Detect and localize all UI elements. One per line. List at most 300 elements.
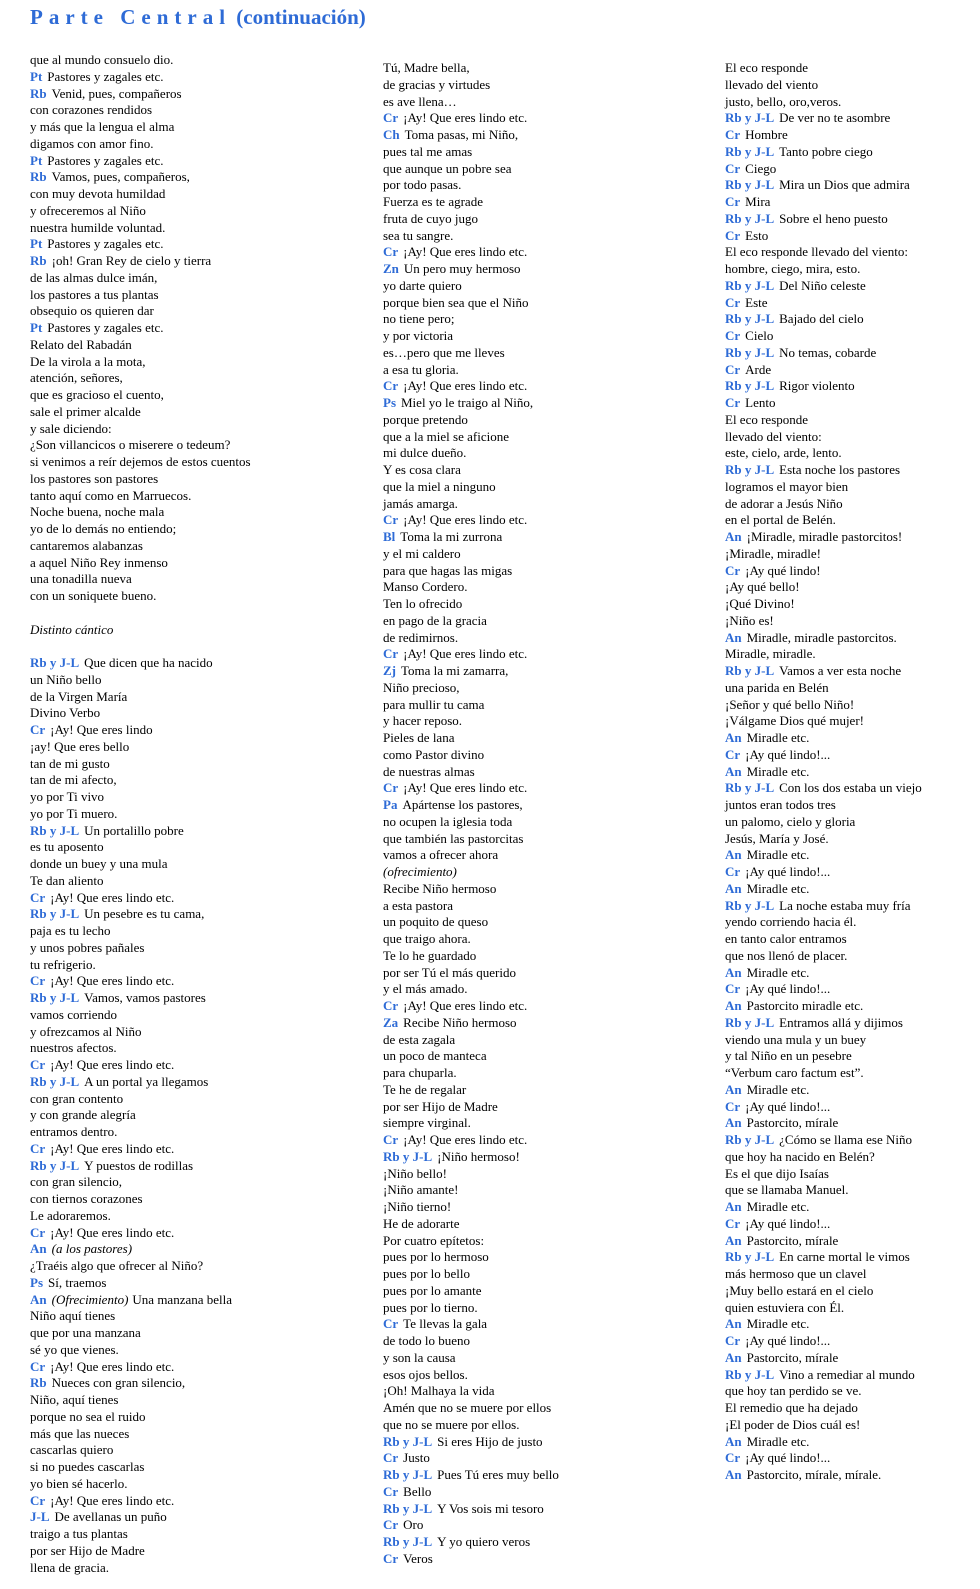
verse-text: Te dan aliento	[30, 872, 104, 888]
verse-line	[725, 110, 975, 127]
verse-line	[725, 94, 975, 111]
speaker-label: Rb	[30, 253, 47, 268]
verse-text: ¡Ay qué lindo!...	[745, 1098, 831, 1114]
speaker-label: Zj	[383, 663, 396, 678]
verse-line	[30, 873, 350, 890]
page-title-suffix: (continuación)	[236, 5, 366, 29]
verse-line	[725, 211, 975, 228]
speaker-label: Rb y J-L	[30, 1073, 80, 1089]
verse-text: Vamos, pues, compañeros,	[51, 169, 190, 185]
speaker-label: Pa	[383, 797, 398, 812]
verse-text: Nueces con gran silencio,	[51, 1375, 186, 1391]
verse-line	[383, 1534, 703, 1551]
verse-line	[30, 806, 350, 823]
verse-line	[383, 144, 703, 161]
verse-text: traigo a tus plantas	[30, 1526, 128, 1541]
speaker-label: Cr	[383, 1550, 399, 1566]
verse-text: para que hagas las migas	[383, 562, 513, 578]
verse-text: con tiernos corazones	[30, 1191, 143, 1206]
verse-line	[725, 345, 975, 362]
verse-line	[30, 1308, 350, 1325]
verse-text: Pastores y zagales etc.	[47, 68, 164, 84]
verse-line	[725, 261, 975, 278]
speaker-label: Rb y J-L	[30, 822, 80, 838]
verse-text: que hoy ha nacido en Belén?	[725, 1148, 875, 1164]
verse-text: ¡Ay! Que eres lindo etc.	[50, 889, 175, 905]
verse-line	[725, 596, 975, 613]
speaker-label: Pt	[30, 152, 43, 168]
verse-line	[725, 697, 975, 714]
verse-text: Ciego	[745, 160, 777, 176]
speaker-label: Pt	[30, 236, 43, 252]
speaker-label: An	[725, 1115, 742, 1131]
verse-line	[725, 161, 975, 178]
verse-line	[30, 571, 350, 588]
verse-line	[30, 136, 350, 153]
verse-line	[725, 1400, 975, 1417]
verse-line	[383, 345, 703, 362]
verse-line	[383, 1383, 703, 1400]
verse-text: Divino Verbo	[30, 705, 101, 721]
verse-line	[725, 1316, 975, 1333]
speaker-label: J-L	[30, 1509, 50, 1525]
verse-text: donde un buey y una mula	[30, 856, 168, 871]
speaker-label: Cr	[383, 1132, 399, 1147]
verse-line	[383, 1400, 703, 1417]
verse-line	[383, 1367, 703, 1384]
verse-text: Vino a remediar al mundo	[779, 1366, 915, 1382]
speaker-label: An	[725, 730, 742, 745]
verse-line	[725, 563, 975, 580]
speaker-label: Cr	[383, 110, 399, 126]
verse-text: Miradle etc.	[746, 1081, 810, 1097]
verse-text: de la Virgen María	[30, 688, 128, 704]
verse-line	[383, 261, 703, 278]
verse-line	[30, 153, 350, 170]
verse-line	[30, 102, 350, 119]
verse-text: por ser Hijo de Madre	[30, 1542, 145, 1558]
speaker-label: An	[30, 1241, 47, 1257]
verse-text: Niño precioso,	[383, 679, 460, 695]
verse-line	[725, 1199, 975, 1216]
verse-line	[30, 1459, 350, 1476]
verse-text: pues por lo amante	[383, 1282, 482, 1298]
stage-direction: (ofrecimiento)	[383, 864, 457, 879]
verse-line	[725, 998, 975, 1015]
verse-text: ¡oh! Gran Rey de cielo y tierra	[51, 253, 212, 268]
verse-line	[30, 203, 350, 220]
verse-text: “Verbum caro factum est”.	[725, 1065, 864, 1080]
verse-text: nuestra humilde voluntad.	[30, 219, 166, 235]
speaker-label: An	[725, 1467, 742, 1482]
verse-line	[725, 881, 975, 898]
verse-text: Miradle etc.	[746, 964, 810, 980]
verse-text: ¡Ay qué lindo!	[745, 562, 821, 578]
verse-line	[383, 512, 703, 529]
verse-line	[30, 1442, 350, 1459]
verse-line	[725, 1149, 975, 1166]
verse-line	[725, 1099, 975, 1116]
speaker-label: Rb y J-L	[725, 210, 775, 226]
verse-text: Cielo	[745, 328, 774, 343]
speaker-label: Cr	[725, 127, 741, 142]
verse-line	[30, 722, 350, 739]
verse-text: Miradle, miradle pastorcitos.	[746, 629, 897, 645]
speaker-label: Cr	[725, 981, 741, 997]
verse-text: tanto aquí como en Marruecos.	[30, 487, 192, 503]
verse-text: Y Vos sois mi tesoro	[437, 1500, 544, 1516]
verse-text: El eco responde llevado del viento:	[725, 244, 909, 260]
verse-text: esos ojos bellos.	[383, 1366, 468, 1382]
speaker-label: Cr	[725, 1333, 741, 1348]
verse-line	[30, 1526, 350, 1543]
verse-text: a esa tu gloria.	[383, 361, 459, 377]
verse-line	[725, 1182, 975, 1199]
verse-text: que nos llenó de placer.	[725, 947, 848, 963]
speaker-label: Cr	[383, 244, 399, 260]
verse-text: Te llevas la gala	[403, 1316, 488, 1332]
verse-text: Miel yo le traigo al Niño,	[401, 395, 534, 410]
verse-text: Pastorcito, mírale	[746, 1349, 839, 1365]
verse-text: hombre, ciego, mira, esto.	[725, 261, 861, 276]
speaker-label: Cr	[725, 746, 741, 762]
verse-text: Pastores y zagales etc.	[47, 320, 164, 335]
verse-text: juntos eran todos tres	[725, 797, 836, 812]
speaker-label: Rb y J-L	[383, 1467, 433, 1482]
speaker-label: Rb y J-L	[725, 897, 775, 913]
speaker-label: Cr	[383, 1450, 399, 1466]
verse-line	[383, 1182, 703, 1199]
verse-text: ¡Ay! Que eres lindo etc.	[403, 646, 528, 662]
verse-text: A un portal ya llegamos	[84, 1073, 209, 1089]
verse-text: ¡Ay! Que eres lindo etc.	[50, 1358, 175, 1374]
verse-text: a esta pastora	[383, 897, 454, 913]
verse-line	[383, 747, 703, 764]
verse-line	[30, 672, 350, 689]
verse-text: Justo	[403, 1450, 430, 1466]
verse-text: de redimirnos.	[383, 629, 459, 645]
verse-text: Hombre	[745, 127, 788, 142]
verse-text: que también las pastorcitas	[383, 830, 524, 846]
verse-line	[383, 814, 703, 831]
verse-line	[30, 320, 350, 337]
verse-line	[383, 1350, 703, 1367]
verse-text: ¡El poder de Dios cuál es!	[725, 1416, 861, 1432]
verse-line	[725, 965, 975, 982]
verse-text: como Pastor divino	[383, 746, 485, 762]
verse-text: yo de lo demás no entiendo;	[30, 521, 177, 536]
speaker-label: Cr	[725, 864, 741, 879]
speaker-label: Cr	[725, 1098, 741, 1114]
verse-text: Pieles de lana	[383, 730, 455, 745]
verse-text: Pastores y zagales etc.	[47, 236, 164, 252]
verse-line	[725, 680, 975, 697]
verse-text: ¡Ay! Que eres lindo etc.	[403, 512, 528, 528]
verse-text: ¿Son villancicos o miserere o tedeum?	[30, 437, 231, 453]
verse-line	[383, 211, 703, 228]
verse-text: Una manzana bella	[132, 1291, 233, 1307]
verse-line	[725, 1300, 975, 1317]
verse-text: es tu aposento	[30, 839, 104, 855]
speaker-label: Rb y J-L	[383, 1534, 433, 1549]
speaker-label: Rb	[30, 169, 47, 185]
speaker-label: Rb y J-L	[30, 906, 80, 922]
verse-text: sea tu sangre.	[383, 227, 454, 243]
verse-line	[30, 1124, 350, 1141]
verse-text: ¡Ay qué lindo!...	[745, 981, 831, 997]
verse-line	[30, 270, 350, 287]
verse-text: atención, señores,	[30, 370, 123, 386]
verse-text: Miradle, miradle.	[725, 646, 816, 662]
verse-text: tan de mi gusto	[30, 755, 110, 771]
verse-line	[383, 362, 703, 379]
verse-line	[725, 1233, 975, 1250]
verse-line	[30, 1040, 350, 1057]
verse-line	[725, 378, 975, 395]
verse-line	[30, 86, 350, 103]
speaker-label: Cr	[30, 1057, 46, 1072]
speaker-label: Rb y J-L	[725, 143, 775, 159]
verse-line	[383, 1417, 703, 1434]
speaker-label: Cr	[725, 1450, 741, 1466]
speaker-label: Cr	[30, 1140, 46, 1156]
verse-text: ¡Muy bello estará en el cielo	[725, 1282, 874, 1298]
verse-line	[725, 295, 975, 312]
verse-text: Ten lo ofrecido	[383, 596, 463, 611]
verse-text: Miradle etc.	[746, 763, 810, 779]
verse-text: Arde	[745, 361, 772, 377]
verse-line	[725, 77, 975, 94]
verse-line	[30, 1208, 350, 1225]
verse-text: para chuparla.	[383, 1065, 457, 1080]
verse-line	[30, 521, 350, 538]
verse-text: ¡Niño es!	[725, 612, 774, 628]
verse-text: por todo pasas.	[383, 177, 462, 193]
verse-text: no tiene pero;	[383, 311, 455, 327]
verse-line	[383, 881, 703, 898]
verse-line	[30, 169, 350, 186]
verse-text: Con los dos estaba un viejo	[779, 780, 922, 796]
verse-line	[30, 1007, 350, 1024]
verse-line	[725, 395, 975, 412]
verse-line	[383, 797, 703, 814]
verse-line	[383, 630, 703, 647]
verse-text: sale el primer alcalde	[30, 403, 141, 419]
verse-text: Un pesebre es tu cama,	[84, 906, 205, 922]
verse-text: por ser Hijo de Madre	[383, 1098, 498, 1114]
verse-line	[725, 529, 975, 546]
verse-line	[725, 144, 975, 161]
speaker-label: An	[725, 1316, 742, 1332]
speaker-label: Cr	[725, 361, 741, 377]
verse-text: con muy devota humildad	[30, 186, 166, 201]
verse-text: ¡Ay qué bello!	[725, 579, 800, 595]
text-column-2	[383, 60, 703, 1568]
verse-text: Miradle etc.	[746, 1433, 810, 1449]
verse-text: Del Niño celeste	[779, 277, 866, 293]
speaker-label: Cr	[30, 722, 46, 737]
speaker-label: Rb y J-L	[725, 1014, 775, 1030]
verse-line	[383, 965, 703, 982]
verse-line	[725, 864, 975, 881]
verse-text: Amén que no se muere por ellos	[383, 1400, 552, 1415]
verse-line	[30, 471, 350, 488]
verse-text: sé yo que vienes.	[30, 1341, 119, 1357]
verse-line	[383, 948, 703, 965]
verse-line	[383, 1082, 703, 1099]
verse-line	[725, 579, 975, 596]
verse-line	[383, 613, 703, 630]
verse-text: que traigo ahora.	[383, 931, 471, 946]
speaker-label: An	[725, 880, 742, 896]
verse-line	[30, 1275, 350, 1292]
speaker-label: Rb	[30, 1375, 47, 1391]
verse-text: ¡Ay! Que eres lindo etc.	[403, 780, 528, 796]
verse-text: Miradle etc.	[746, 847, 810, 863]
verse-text: La noche estaba muy fría	[779, 897, 911, 913]
verse-text: tan de mi afecto,	[30, 772, 117, 788]
verse-text: Vamos a ver esta noche	[779, 663, 902, 678]
verse-line	[383, 713, 703, 730]
verse-line	[725, 127, 975, 144]
verse-text: Toma la mi zamarra,	[401, 663, 509, 678]
verse-line	[725, 311, 975, 328]
verse-line	[383, 1015, 703, 1032]
speaker-label: Cr	[725, 395, 741, 410]
verse-line	[383, 177, 703, 194]
verse-line	[725, 1350, 975, 1367]
verse-text: los pastores a tus plantas	[30, 286, 159, 302]
verse-text: una parida en Belén	[725, 679, 829, 695]
speaker-label: Rb y J-L	[725, 1366, 775, 1382]
verse-line	[725, 445, 975, 462]
verse-text: con gran contento	[30, 1090, 124, 1106]
speaker-label: Cr	[725, 562, 741, 578]
verse-text: un poco de manteca	[383, 1048, 487, 1064]
verse-line	[725, 60, 975, 77]
verse-line	[383, 847, 703, 864]
verse-text: quien estuviera con Él.	[725, 1299, 845, 1315]
verse-text: He de adorarte	[383, 1215, 460, 1231]
verse-line	[383, 546, 703, 563]
verse-text: porque no sea el ruido	[30, 1408, 146, 1424]
verse-text: Miradle etc.	[746, 730, 810, 745]
verse-text: ¡Ay qué lindo!...	[745, 1450, 831, 1466]
verse-line	[30, 1325, 350, 1342]
verse-line	[383, 1551, 703, 1568]
text-column-1	[30, 52, 350, 1576]
verse-text: en el portal de Belén.	[725, 512, 836, 528]
speaker-label: Cr	[383, 1483, 399, 1499]
verse-text: con gran silencio,	[30, 1174, 123, 1190]
verse-text: entramos dentro.	[30, 1124, 118, 1139]
verse-text: y más que la lengua el alma	[30, 119, 175, 134]
verse-line	[725, 1015, 975, 1032]
verse-line	[30, 504, 350, 521]
verse-line	[725, 228, 975, 245]
speaker-label: Cr	[30, 1224, 46, 1240]
speaker-label: An	[725, 1081, 742, 1097]
verse-text: ¡Señor y qué bello Niño!	[725, 696, 855, 712]
verse-text: llevado del viento	[725, 76, 819, 92]
speaker-label: An	[725, 964, 742, 980]
verse-line	[725, 1249, 975, 1266]
verse-line	[383, 563, 703, 580]
verse-line	[383, 831, 703, 848]
verse-text: más hermoso que un clavel	[725, 1266, 867, 1281]
verse-text: Pues Tú eres muy bello	[437, 1467, 559, 1482]
verse-text: ¿Traéis algo que ofrecer al Niño?	[30, 1258, 204, 1273]
verse-text: paja es tu lecho	[30, 923, 111, 938]
text-column-3	[725, 60, 975, 1484]
verse-line	[30, 69, 350, 86]
verse-text: y el más amado.	[383, 981, 468, 997]
verse-text: mi dulce dueño.	[383, 445, 467, 461]
verse-text: si venimos a reír dejemos de estos cuentos	[30, 454, 251, 469]
stage-direction: (a los pastores)	[51, 1241, 133, 1257]
verse-text: y ofrezcamos al Niño	[30, 1023, 142, 1039]
verse-line	[383, 127, 703, 144]
verse-text: Bello	[403, 1483, 432, 1499]
verse-text: ¡Ay! Que eres lindo etc.	[50, 1140, 175, 1156]
verse-text: y tal Niño en un pesebre	[725, 1048, 852, 1064]
verse-text: Apártense los pastores,	[402, 797, 523, 812]
verse-text: es…pero que me lleves	[383, 344, 505, 360]
verse-line	[725, 1434, 975, 1451]
verse-line	[725, 362, 975, 379]
verse-text: un poquito de queso	[383, 914, 489, 930]
verse-text: ¡Niño tierno!	[383, 1199, 452, 1214]
verse-line	[725, 713, 975, 730]
verse-line	[383, 1166, 703, 1183]
verse-text: Pastorcito, mírale, mírale.	[746, 1467, 882, 1482]
verse-line	[725, 278, 975, 295]
verse-text: ¡Niño hermoso!	[437, 1148, 520, 1164]
verse-line	[30, 1174, 350, 1191]
speaker-label: Rb y J-L	[725, 462, 775, 477]
verse-line	[30, 387, 350, 404]
verse-line	[30, 538, 350, 555]
speaker-label: Cr	[725, 294, 741, 310]
verse-text: si no puedes cascarlas	[30, 1459, 145, 1474]
verse-text: No temas, cobarde	[779, 344, 877, 360]
verse-line	[725, 462, 975, 479]
speaker-label: An	[725, 763, 742, 779]
verse-line	[383, 1501, 703, 1518]
verse-line	[30, 1426, 350, 1443]
verse-text: por ser Tú el más querido	[383, 964, 516, 980]
verse-line	[30, 772, 350, 789]
verse-line	[383, 60, 703, 77]
page-title-main: Parte Central	[30, 5, 232, 29]
verse-text: Miradle etc.	[746, 880, 810, 896]
verse-line	[30, 253, 350, 270]
verse-line	[30, 488, 350, 505]
verse-line	[383, 295, 703, 312]
verse-line	[725, 1417, 975, 1434]
verse-line	[725, 630, 975, 647]
verse-line	[30, 605, 350, 622]
speaker-label: An	[725, 629, 742, 645]
verse-line	[30, 337, 350, 354]
verse-line	[725, 1032, 975, 1049]
verse-line	[30, 638, 350, 655]
verse-text: Recibe Niño hermoso	[403, 1014, 517, 1030]
speaker-label: Cr	[725, 328, 741, 343]
verse-line	[383, 110, 703, 127]
verse-text: Miradle etc.	[746, 1316, 810, 1332]
verse-text: cantaremos alabanzas	[30, 537, 143, 553]
